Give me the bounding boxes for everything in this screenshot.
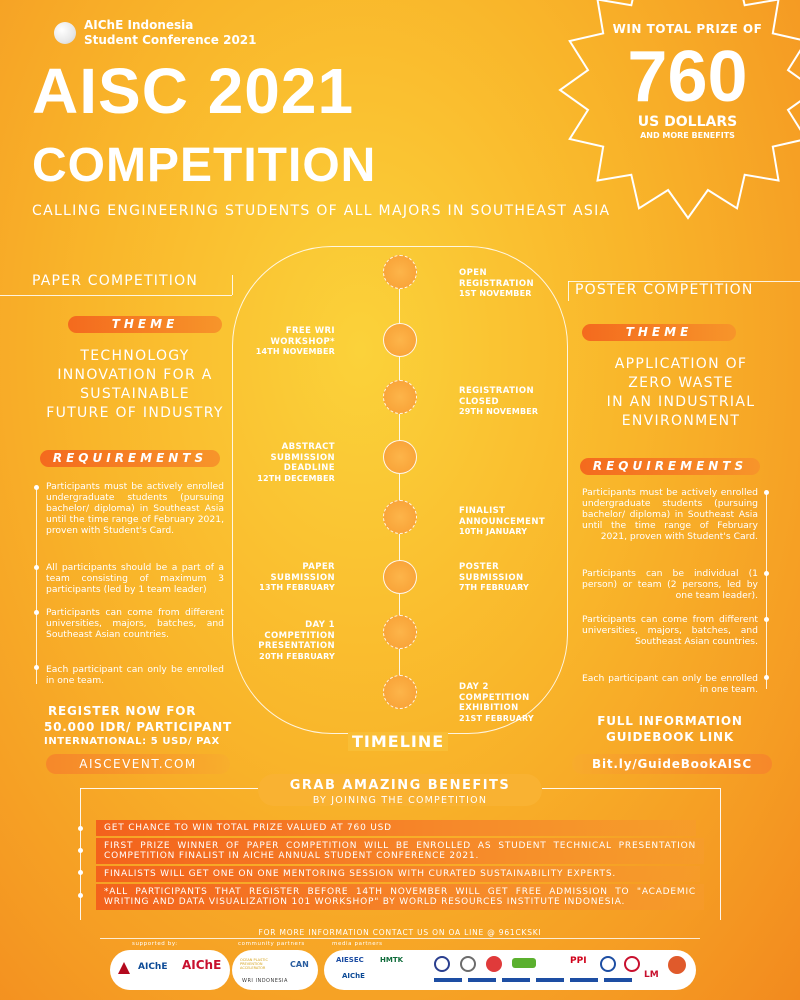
website-link[interactable]: AISCEVENT.COM: [46, 754, 230, 774]
media-logo-icon: [486, 956, 502, 972]
page-subtitle: COMPETITION: [32, 139, 377, 192]
org-line-1: AIChE Indonesia: [84, 18, 194, 32]
timeline-event-date: 21ST FEBRUARY: [459, 713, 534, 723]
timeline-event-date: 10TH JANUARY: [459, 527, 528, 536]
bullet-icon: [78, 870, 83, 875]
bullet-icon: [34, 665, 39, 670]
aiesec-logo-text: AIESEC: [336, 956, 364, 964]
timeline-node-icon: [383, 560, 417, 594]
tagline: CALLING ENGINEERING STUDENTS OF ALL MAJORS IN SOUTHEAST ASIA: [32, 203, 611, 219]
benefits-title: GRAB AMAZING BENEFITS: [289, 778, 511, 793]
bullet-icon: [764, 617, 769, 622]
poster-requirement-4: Each participant can only be enrolled in one team.: [582, 673, 758, 695]
contact-info: FOR MORE INFORMATION CONTACT US ON OA LINE @ 961CKSKI: [258, 928, 542, 937]
timeline-node-icon: [383, 500, 417, 534]
timeline-event: [459, 506, 569, 536]
supported-by-label: supported by:: [132, 941, 178, 947]
poster-competition-title: POSTER COMPETITION: [575, 282, 754, 298]
mitsubishi-logo-icon: [118, 962, 130, 974]
page-title: AISC 2021: [32, 55, 355, 127]
divider: [542, 788, 720, 789]
aiche-logo-text: AIChE: [342, 972, 365, 980]
timeline-event: [225, 442, 335, 483]
event-logos-strip: [434, 978, 634, 982]
media-partners-label: media partners: [332, 941, 383, 947]
divider: [80, 788, 258, 789]
poster-requirement-3: Participants can come from different universities, majors, batches, and Southeast Asian countries.: [582, 614, 758, 647]
poster-theme-label: THEME: [582, 324, 736, 341]
timeline-event-date: 13TH FEBRUARY: [259, 583, 335, 592]
timeline-event-name: FREE WRI WORKSHOP*: [270, 326, 335, 347]
benefits-subtitle: BY JOINING THE COMPETITION: [312, 795, 488, 806]
register-line-1: REGISTER NOW FOR: [48, 704, 197, 718]
bullet-icon: [34, 610, 39, 615]
timeline-event: [459, 562, 569, 592]
bullet-icon: [78, 893, 83, 898]
timeline-node-icon: [383, 380, 417, 414]
aiche-logo-text: AIChE: [138, 962, 168, 972]
register-price: 50.000 IDR/ PARTICIPANT: [44, 720, 232, 734]
prize-heading: WIN TOTAL PRIZE OF: [612, 22, 763, 36]
paper-theme-label: THEME: [68, 316, 222, 333]
divider: [766, 491, 767, 689]
guidebook-link[interactable]: Bit.ly/GuideBookAISC: [572, 754, 772, 774]
timeline-event: [459, 268, 569, 298]
benefit-4: *ALL PARTICIPANTS THAT REGISTER BEFORE 14TH NOVEMBER WILL GET FREE ADMISSION TO "ACADEMIC WRITING AND DATA VISUALIZATION 101 WORKSHOP" BY WORLD RESOURCES INSTITUTE INDONESIA.: [96, 884, 704, 910]
timeline-event-name: REGISTRATION CLOSED: [459, 386, 534, 407]
media-logo-icon: [600, 956, 616, 972]
hmtk-logo-text: HMTK: [380, 956, 404, 964]
media-logo-panel: [324, 950, 696, 990]
poster-requirement-2: Participants can be individual (1 person) or team (2 persons, led by one team leader).: [582, 568, 758, 601]
paper-requirement-2: All participants should be a part of a team consisting of maximum 3 participants (led by 1 team leader): [46, 562, 224, 595]
prize-unit: US DOLLARS: [637, 114, 738, 130]
green-logo-icon: [512, 958, 536, 968]
timeline-label: TIMELINE: [348, 732, 448, 751]
divider: [80, 788, 81, 920]
paper-competition-title: PAPER COMPETITION: [32, 273, 199, 289]
timeline-event-date: 29TH NOVEMBER: [459, 407, 539, 416]
timeline-event-date: 7TH FEBRUARY: [459, 583, 530, 592]
timeline-node-icon: [383, 615, 417, 649]
paper-requirement-4: Each participant can only be enrolled in one team.: [46, 664, 224, 686]
org-line-2: Student Conference 2021: [84, 33, 257, 47]
timeline-event-name: OPEN REGISTRATION: [459, 268, 534, 289]
paper-requirement-3: Participants can come from different universities, majors, batches, and Southeast Asian countries.: [46, 607, 224, 640]
timeline-event-date: 14TH NOVEMBER: [255, 347, 335, 356]
timeline-event-name: PAPER SUBMISSION: [270, 562, 335, 583]
media-logo-icon: [624, 956, 640, 972]
org-name: [84, 18, 257, 48]
wri-logo-text: WRI INDONESIA: [242, 978, 288, 984]
aiche-logo-text: AIChE: [182, 958, 222, 972]
university-seal-icon: [434, 956, 450, 972]
oppa-logo-text: OCEAN PLASTIC PREVENTION ACCELERATOR: [240, 958, 268, 970]
timeline-node-icon: [383, 440, 417, 474]
media-logo-icon: [668, 956, 686, 974]
timeline-event: [225, 620, 335, 661]
timeline-event-name: ABSTRACT SUBMISSION DEADLINE: [270, 442, 335, 473]
bullet-icon: [764, 571, 769, 576]
paper-theme-text: TECHNOLOGY INNOVATION FOR A SUSTAINABLE FUTURE OF INDUSTRY: [46, 348, 224, 421]
timeline-event-date: 12TH DECEMBER: [257, 473, 335, 483]
university-seal-icon: [460, 956, 476, 972]
bullet-icon: [764, 675, 769, 680]
timeline-event-name: DAY 1 COMPETITION PRESENTATION: [258, 620, 335, 651]
divider: [0, 295, 232, 296]
poster-requirements-label: REQUIREMENTS: [580, 458, 760, 475]
timeline-node-icon: [383, 255, 417, 289]
benefit-3: FINALISTS WILL GET ONE ON ONE MENTORING SESSION WITH CURATED SUSTAINABILITY EXPERTS.: [96, 866, 700, 882]
lm-logo-text: LM: [644, 970, 659, 980]
benefit-2: FIRST PRIZE WINNER OF PAPER COMPETITION WILL BE ENROLLED AS STUDENT TECHNICAL PRESENTATION COMPETITION FINALIST IN AICHE ANNUAL STUDENT CONFERENCE 2021.: [96, 838, 704, 864]
bullet-icon: [78, 848, 83, 853]
timeline-event: [459, 386, 569, 416]
poster-requirement-1: Participants must be actively enrolled undergraduate students (pursuing bachelor/ diploma) in Southeast Asia until the time range of February 2021, proven with Student's Card.: [582, 487, 758, 542]
timeline-track: [232, 246, 568, 734]
timeline-event-name: DAY 2 COMPETITION EXHIBITION: [459, 682, 530, 713]
timeline-event-date: 20TH FEBRUARY: [259, 651, 335, 661]
timeline-event: [225, 326, 335, 356]
guidebook-line-2: GUIDEBOOK LINK: [606, 730, 734, 744]
prize-more-benefits: AND MORE BENEFITS: [640, 131, 735, 140]
paper-requirements-label: REQUIREMENTS: [40, 450, 220, 467]
paper-requirement-1: Participants must be actively enrolled undergraduate students (pursuing bachelor/ diploma) in Southeast Asia until the time range of February 2021, proven with Student's Card.: [46, 481, 224, 536]
timeline-event-name: POSTER SUBMISSION: [459, 562, 524, 583]
aiche-logo-icon: [54, 22, 76, 44]
community-logo-panel: [232, 950, 318, 990]
divider: [720, 788, 721, 920]
timeline-event: [225, 562, 335, 592]
benefit-1: GET CHANCE TO WIN TOTAL PRIZE VALUED AT 760 USD: [96, 820, 696, 836]
guidebook-line-1: FULL INFORMATION: [597, 714, 743, 728]
timeline-event: [459, 682, 569, 723]
divider: [232, 275, 233, 295]
divider: [100, 938, 700, 939]
timeline-node-icon: [383, 675, 417, 709]
register-international: INTERNATIONAL: 5 USD/ PAX: [44, 736, 220, 747]
timeline-event-name: FINALIST ANNOUNCEMENT: [459, 506, 546, 527]
timeline-event-date: 1ST NOVEMBER: [459, 289, 532, 298]
timeline-node-icon: [383, 323, 417, 357]
supporter-logo-panel: [110, 950, 230, 990]
divider: [36, 486, 37, 684]
can-logo-text: CAN: [290, 960, 309, 969]
bullet-icon: [764, 490, 769, 495]
bullet-icon: [34, 565, 39, 570]
bullet-icon: [34, 485, 39, 490]
ppi-logo-text: PPI: [570, 956, 587, 966]
prize-amount: 760: [627, 37, 748, 117]
poster-theme-text: APPLICATION OF ZERO WASTE IN AN INDUSTRIAL ENVIRONMENT: [606, 356, 756, 429]
bullet-icon: [78, 826, 83, 831]
community-partners-label: community partners: [238, 941, 305, 947]
